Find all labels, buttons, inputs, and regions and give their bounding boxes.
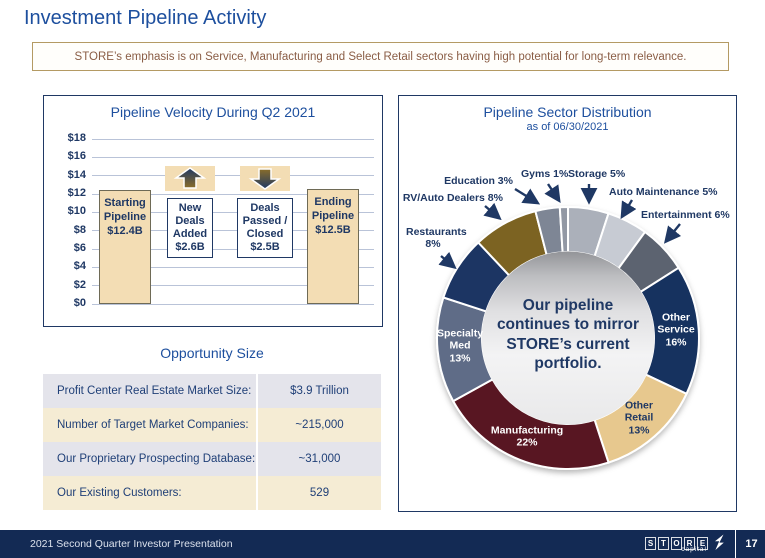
- table-row: [43, 476, 381, 510]
- velocity-chart-canvas: [44, 96, 382, 326]
- slice-label-other-retail: Other Retail 13%: [624, 399, 654, 437]
- box-deals-passed-closed: [237, 198, 293, 258]
- opportunity-title: Opportunity Size: [160, 345, 264, 361]
- gridline: [92, 175, 374, 176]
- logo-letter: S: [645, 537, 656, 550]
- y-axis-tick: $12: [67, 187, 86, 199]
- y-axis-tick: $8: [73, 223, 86, 236]
- row-label: Number of Target Market Companies:: [43, 408, 258, 442]
- row-label: Profit Center Real Estate Market Size:: [43, 374, 258, 408]
- row-label: Our Existing Customers:: [43, 476, 258, 510]
- bar-value: $12.4B: [107, 224, 143, 237]
- presentation-name: 2021 Second Quarter Investor Presentation: [30, 538, 233, 550]
- y-axis-tick: $4: [73, 260, 86, 273]
- row-value: ~215,000: [295, 419, 344, 431]
- table-row: [43, 408, 381, 442]
- logo-letter: E: [697, 537, 708, 550]
- label-arrow-gyms: [548, 184, 558, 199]
- box-value: $2.6B: [175, 241, 205, 254]
- slice-label-manufacturing: Manufacturing 22%: [490, 424, 564, 449]
- page-title: Investment Pipeline Activity: [24, 7, 267, 29]
- bar-label: Ending Pipeline: [311, 196, 355, 223]
- row-label: Our Proprietary Prospecting Database:: [43, 442, 258, 476]
- y-axis-tick: $10: [67, 205, 86, 218]
- down-arrow-icon: [240, 166, 290, 191]
- opportunity-table: [43, 374, 381, 510]
- slice-label-storage: Storage 5%: [568, 168, 626, 180]
- slice-label-other-service: Other Service 16%: [657, 311, 695, 349]
- y-axis-tick: $0: [73, 297, 86, 309]
- logo-letter: R: [684, 537, 695, 550]
- label-arrow-restaurants: [441, 256, 453, 266]
- y-axis-tick: $14: [67, 168, 86, 181]
- sector-panel: [398, 95, 737, 512]
- table-row: [43, 374, 381, 408]
- donut-center-text: Our pipeline continues to mirror STORE’s current portfolio.: [496, 297, 640, 373]
- gridline: [92, 157, 374, 158]
- bar-ending-pipeline: [307, 189, 359, 304]
- bar-value: $12.5B: [315, 223, 351, 236]
- slice-label-education: Education 3%: [444, 175, 513, 187]
- label-arrow-entertainment: [667, 224, 680, 240]
- velocity-chart-title: Pipeline Velocity During Q2 2021: [110, 104, 316, 120]
- table-row: [43, 442, 381, 476]
- footer-bar: [0, 530, 765, 558]
- velocity-panel: [43, 95, 383, 327]
- slice-label-gyms: Gyms 1%: [521, 168, 569, 180]
- bar-label: Starting Pipeline: [103, 197, 147, 224]
- y-axis-tick: $16: [67, 150, 86, 163]
- logo-sub-text: capital: [681, 546, 707, 553]
- slice-label-entertainment: Entertainment 6%: [641, 209, 730, 221]
- emphasis-callout-text: STORE’s emphasis is on Service, Manufacturing and Select Retail sectors having high potential for long-term relevance.: [74, 50, 687, 63]
- logo-letter: O: [671, 537, 682, 550]
- box-value: $2.5B: [250, 241, 280, 254]
- row-value: $3.9 Trillion: [290, 385, 349, 397]
- up-arrow-icon: [165, 166, 215, 191]
- gridline: [92, 139, 374, 140]
- store-capital-logo: [645, 533, 725, 551]
- footer-divider: [735, 530, 736, 558]
- row-value: ~31,000: [298, 453, 341, 465]
- label-arrow-rv-auto-dealers: [485, 206, 498, 217]
- box-new-deals-added: [167, 198, 213, 258]
- slice-label-auto-maintenance: Auto Maintenance 5%: [609, 186, 718, 198]
- label-arrow-auto-maintenance: [623, 200, 632, 215]
- store-capital-s-icon: [712, 534, 725, 551]
- page-number: 17: [745, 538, 758, 550]
- y-axis-tick: $18: [67, 132, 86, 144]
- sector-chart-title: Pipeline Sector Distribution: [483, 104, 652, 120]
- y-axis-tick: $2: [73, 278, 86, 291]
- row-value: 529: [309, 487, 330, 499]
- box-label: Deals Passed / Closed: [242, 201, 288, 240]
- box-label: New Deals Added: [172, 201, 208, 240]
- label-arrow-education: [515, 189, 536, 202]
- slice-label-specialty-med: Specialty Med 13%: [436, 327, 484, 365]
- y-axis-tick: $6: [73, 242, 86, 254]
- emphasis-callout: [32, 42, 729, 71]
- slice-label-rv-auto-dealers: RV/Auto Dealers 8%: [402, 192, 503, 204]
- slice-label-restaurants: Restaurants 8%: [406, 226, 467, 251]
- sector-chart-subtitle: as of 06/30/2021: [526, 121, 609, 133]
- logo-letter: T: [658, 537, 669, 550]
- bar-starting-pipeline: [99, 190, 151, 304]
